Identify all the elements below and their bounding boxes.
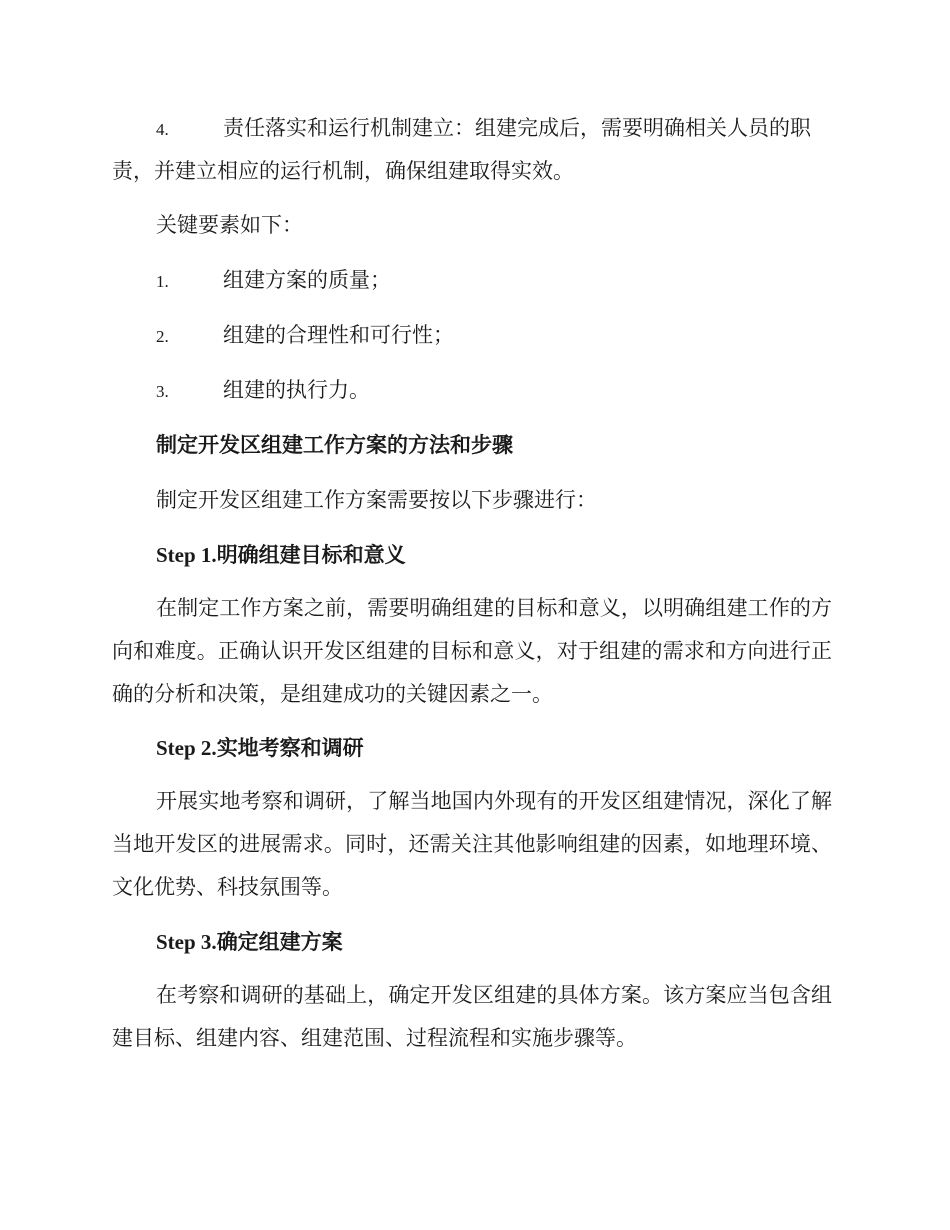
list-number: 1. (156, 272, 169, 291)
list-item-text: 组建方案的质量； (223, 268, 391, 292)
step-heading-text (156, 927, 343, 957)
step-title: 实地考察和调研 (216, 735, 364, 760)
section-heading-text: 制定开发区组建工作方案的方法和步骤 (156, 432, 513, 457)
list-item-text-continued: 责，并建立相应的运行机制，确保组建取得实效。 (112, 159, 574, 183)
paragraph-text: 关键要素如下： (156, 213, 303, 237)
list-item-text: 组建的执行力。 (223, 378, 370, 402)
step-body-paragraph: 在制定工作方案之前，需要明确组建的目标和意义，以明确组建工作的方向和难度。正确认识开发区组建的目标和意义，对于组建的需求和方向进行正确的分析和决策，是组建成功的关键因素之一。 (112, 596, 832, 706)
step-body-paragraph: 开展实地考察和调研，了解当地国内外现有的开发区组建情况，深化了解当地开发区的进展需求。同时，还需关注其他影响组建的因素，如地理环境、文化优势、科技氛围等。 (112, 789, 832, 899)
paragraph-text: 制定开发区组建工作方案需要按以下步骤进行： (156, 488, 597, 512)
step-title: 明确组建目标和意义 (216, 542, 406, 567)
step-label: Step 3. (156, 930, 217, 954)
step-heading-text (156, 540, 406, 570)
list-item-text: 组建的合理性和可行性； (223, 323, 454, 347)
list-item-text: 责任落实和运行机制建立：组建完成后，需要明确相关人员的职 (223, 116, 811, 140)
step-label: Step 2. (156, 736, 217, 760)
step-title: 确定组建方案 (216, 929, 343, 954)
step-heading-text (156, 733, 364, 763)
list-number: 3. (156, 382, 169, 401)
list-number: 2. (156, 327, 169, 346)
step-body-paragraph: 在考察和调研的基础上，确定开发区组建的具体方案。该方案应当包含组建目标、组建内容、组建范围、过程流程和实施步骤等。 (112, 983, 832, 1050)
step-label: Step 1. (156, 543, 217, 567)
list-number: 4. (156, 120, 169, 139)
